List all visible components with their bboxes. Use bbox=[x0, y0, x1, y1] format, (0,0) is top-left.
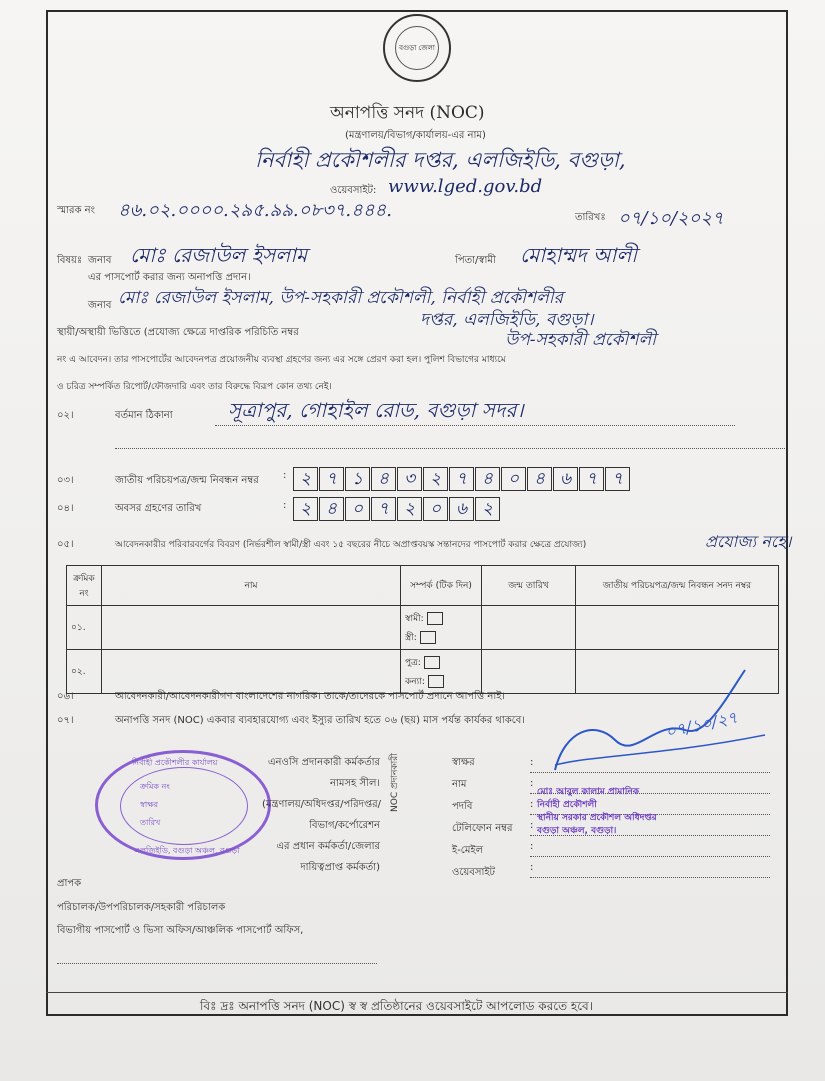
digit-box: ৭ bbox=[371, 497, 396, 521]
row-relation bbox=[401, 650, 482, 694]
col-dob: জন্ম তারিখ bbox=[482, 566, 576, 606]
memo-value: ৪৬.০২.০০০০.২৯৫.৯৯.০৮৩৭.৪৪৪. bbox=[118, 200, 392, 221]
stamp-bottom-text: এলজিইডি, বগুড়া অঞ্চল, বগুড়া bbox=[134, 846, 240, 855]
footer-divider bbox=[46, 992, 788, 993]
rel-husband: স্বামী: bbox=[405, 613, 424, 624]
id-line: স্থায়ী/অস্থায়ী ভিত্তিতে (প্রযোজ্য ক্ষেত্রে দাপ্তরিক পরিচিতি নম্বর bbox=[57, 327, 299, 338]
round-office-stamp bbox=[95, 750, 271, 860]
rel-daughter: কন্যা: bbox=[405, 676, 425, 687]
recipient-line2: বিভাগীয় পাসপোর্ট ও ভিসা অফিস/আঞ্চলিক পাসপোর্ট অফিস, bbox=[57, 925, 304, 936]
officer-line: এর প্রধান কর্মকর্তা/জেলার bbox=[276, 841, 380, 852]
row-name bbox=[102, 650, 401, 694]
checkbox[interactable] bbox=[427, 612, 443, 625]
col-relation: সম্পর্ক (টিক দিন) bbox=[401, 566, 482, 606]
office-name: নির্বাহী প্রকৌশলীর দপ্তর, এলজিইডি, বগুড়া, bbox=[255, 148, 626, 172]
vertical-label: NOC প্রদানকারী bbox=[390, 753, 400, 812]
address-line bbox=[215, 425, 735, 426]
father-label: পিতা/স্বামী bbox=[455, 255, 496, 266]
item6-num: ০৬। bbox=[57, 691, 74, 702]
officer-block bbox=[262, 752, 380, 878]
digit-box: ১ bbox=[345, 467, 370, 491]
digit-box: ২ bbox=[293, 467, 318, 491]
row-dob bbox=[482, 606, 576, 650]
stamp-line3: তারিখ bbox=[140, 818, 161, 827]
digit-box: ২ bbox=[475, 497, 500, 521]
item2-label: বর্তমান ঠিকানা bbox=[115, 410, 173, 421]
field-line: : bbox=[530, 773, 770, 794]
digit-box: ৭ bbox=[605, 467, 630, 491]
digit-box: ৬ bbox=[553, 467, 578, 491]
officer-name-stamp bbox=[537, 786, 657, 838]
field-line: : bbox=[530, 794, 770, 815]
item3-num: ০৩। bbox=[57, 475, 74, 486]
item4-num: ০৪। bbox=[57, 503, 74, 514]
mr-label-2: জনাব bbox=[88, 300, 112, 311]
row-serial: ০১. bbox=[67, 606, 102, 650]
officer-line: (মন্ত্রণালয়/অধিদপ্তর/পরিদপ্তর/ bbox=[262, 799, 382, 810]
digit-box: ২ bbox=[293, 497, 318, 521]
row-name bbox=[102, 606, 401, 650]
subject-label: বিষয়ঃ bbox=[57, 255, 83, 266]
sig-label: টেলিফোন নম্বর bbox=[452, 823, 513, 834]
field-line: : bbox=[530, 815, 770, 836]
row-nid bbox=[576, 606, 779, 650]
recipient-label: প্রাপক bbox=[57, 878, 82, 889]
stamp-ring-text: নির্বাহী প্রকৌশলীর কার্যালয় bbox=[132, 758, 218, 767]
item6-text: আবেদনকারী/আবেদনকারীগণ বাংলাদেশের নাগরিক। তাকে/তাদেরকে পাসপোর্ট প্রদানে আপত্তি নাই। bbox=[115, 691, 506, 702]
retirement-boxes bbox=[293, 497, 501, 521]
subtitle: (মন্ত্রণালয়/বিভাগ/কার্যালয়-এর নাম) bbox=[345, 130, 486, 141]
item5-label: আবেদনকারীর পরিবারবর্গের বিবরণ (নির্ভরশীল স্বামী/স্ত্রী এবং ১৫ বছরের নীচে অপ্রাপ্তবয়স্ক সন্তানদের পাসপোর্ট করার ক্ষেত্রে প্রযোজ্য) bbox=[115, 540, 587, 550]
colon-2: : bbox=[283, 500, 287, 511]
digit-box: ৪ bbox=[527, 467, 552, 491]
memo-label: স্মারক নং bbox=[57, 205, 95, 216]
item5-note: প্রযোজ্য নহে। bbox=[705, 532, 792, 551]
signature-underline bbox=[555, 735, 765, 765]
recipient-line3 bbox=[57, 963, 377, 964]
sig-label: ই-মেইল bbox=[452, 845, 484, 856]
checkbox[interactable] bbox=[424, 656, 440, 669]
digit-box: ০ bbox=[423, 497, 448, 521]
subject-line2: এর পাসপোর্ট করার জন্য অনাপত্তি প্রদান। bbox=[88, 272, 251, 283]
digit-box: ৭ bbox=[319, 467, 344, 491]
recipient-line1: পরিচালক/উপপরিচালক/সহকারী পরিচালক bbox=[57, 902, 226, 913]
website-value: www.lged.gov.bd bbox=[388, 176, 543, 197]
officer-line: দায়িত্বপ্রাপ্ত কর্মকর্তা) bbox=[300, 862, 380, 873]
digit-box: ০ bbox=[345, 497, 370, 521]
colon: : bbox=[283, 470, 287, 481]
address-line-2 bbox=[115, 448, 785, 449]
digit-box: ৩ bbox=[397, 467, 422, 491]
document-title: অনাপত্তি সনদ (NOC) bbox=[330, 103, 485, 123]
digit-box: ৪ bbox=[475, 467, 500, 491]
crime-line: ও চরিত্র সম্পর্কিত রিপোর্ট/ফৌজদারি এবং তার বিরুদ্ধে বিরূপ কোন তথ্য নেই। bbox=[57, 382, 332, 392]
digit-box: ২ bbox=[397, 497, 422, 521]
father-name: মোহাম্মদ আলী bbox=[520, 243, 637, 267]
officer-stamp-line: স্থানীয় সরকার প্রকৌশল অধিদপ্তর bbox=[537, 813, 657, 823]
sig-label: স্বাক্ষর bbox=[452, 757, 475, 768]
item4-label: অবসর গ্রহণের তারিখ bbox=[115, 503, 202, 514]
item5-num: ০৫। bbox=[57, 539, 74, 550]
designation-line-2: দপ্তর, এলজিইডি, বগুড়া। bbox=[420, 310, 594, 330]
col-nid: জাতীয় পরিচয়পত্র/জন্ম নিবন্ধন সনদ নম্বর bbox=[576, 566, 779, 606]
address-value: সূত্রাপুর, গোহাইল রোড, বগুড়া সদর। bbox=[228, 398, 524, 422]
applicant-name: মোঃ রেজাউল ইসলাম bbox=[130, 243, 308, 267]
sig-label: নাম bbox=[452, 779, 467, 790]
signature-date: ০৭/১০/২৭ bbox=[663, 707, 740, 742]
item7-num: ০৭। bbox=[57, 715, 74, 726]
item2-num: ০২। bbox=[57, 410, 74, 421]
rel-wife: স্ত্রী: bbox=[405, 632, 417, 643]
designation-line: মোঃ রেজাউল ইসলাম, উপ-সহকারী প্রকৌশলী, নির্বাহী প্রকৌশলীর bbox=[118, 288, 563, 308]
checkbox[interactable] bbox=[420, 631, 436, 644]
row-relation bbox=[401, 606, 482, 650]
digit-box: ৪ bbox=[371, 467, 396, 491]
field-line: : bbox=[530, 836, 770, 857]
date-label: তারিখঃ bbox=[575, 212, 606, 223]
officer-stamp-line: মোঃ আবুল কালাম প্রামানিক bbox=[537, 787, 640, 797]
mr-label: জনাব bbox=[88, 255, 112, 266]
sig-label: ওয়েবসাইট bbox=[452, 867, 495, 878]
item3-label: জাতীয় পরিচয়পত্র/জন্ম নিবন্ধন নম্বর bbox=[115, 475, 259, 486]
digit-box: ৭ bbox=[449, 467, 474, 491]
digit-box: ৬ bbox=[449, 497, 474, 521]
sig-label: পদবি bbox=[452, 801, 473, 812]
checkbox[interactable] bbox=[428, 675, 444, 688]
signature-labels bbox=[452, 752, 513, 884]
officer-stamp-line: বগুড়া অঞ্চল, বগুড়া। bbox=[537, 826, 617, 836]
apply-line: নং এ আবেদন। তার পাসপোর্টের আবেদনপত্র প্রয়োজনীয় ব্যবস্থা গ্রহণের জন্য এর সঙ্গে প্রেরণ করা হল। পুলিশ বিভাগের মাধ্যমে bbox=[57, 355, 506, 365]
col-serial: ক্রমিক নং bbox=[67, 566, 102, 606]
digit-box: ৪ bbox=[319, 497, 344, 521]
digit-box: ২ bbox=[423, 467, 448, 491]
field-line: : bbox=[530, 857, 770, 878]
officer-stamp-line: নির্বাহী প্রকৌশলী bbox=[537, 800, 597, 810]
officer-line: এনওসি প্রদানকারী কর্মকর্তার bbox=[267, 757, 380, 768]
item7-text: অনাপত্তি সনদ (NOC) একবার ব্যবহারযোগ্য এবং ইস্যুর তারিখ হতে ০৬ (ছয়) মাস পর্যন্ত কার্যকর থাকবে। bbox=[115, 715, 525, 726]
footer-note: বিঃ দ্রঃ অনাপত্তি সনদ (NOC) স্ব স্ব প্রতিষ্ঠানের ওয়েবসাইটে আপলোড করতে হবে। bbox=[200, 999, 594, 1013]
seal-text: বগুড়া জেলা bbox=[399, 44, 435, 52]
digit-box: ৭ bbox=[579, 467, 604, 491]
table-row bbox=[67, 606, 779, 650]
officer-line: বিভাগ/কর্পোরেশন bbox=[309, 820, 380, 831]
officer-line: নামসহ সীল। bbox=[330, 778, 380, 789]
col-name: নাম bbox=[102, 566, 401, 606]
field-line: : bbox=[530, 752, 770, 773]
date-value: ০৭/১০/২০২৭ bbox=[618, 208, 724, 229]
stamp-line2: স্বাক্ষর bbox=[140, 800, 159, 809]
row-serial: ০২. bbox=[67, 650, 102, 694]
designation-line-3: উপ-সহকারী প্রকৌশলী bbox=[505, 330, 656, 350]
digit-box: ০ bbox=[501, 467, 526, 491]
signature-scribble bbox=[535, 660, 775, 780]
rel-son: পুত্র: bbox=[405, 657, 421, 668]
government-seal bbox=[383, 14, 451, 82]
seal-inner bbox=[395, 26, 439, 70]
nid-boxes bbox=[293, 467, 631, 491]
website-label: ওয়েবসাইট: bbox=[330, 185, 377, 196]
stamp-line1: ক্রমিক নং bbox=[140, 782, 170, 791]
